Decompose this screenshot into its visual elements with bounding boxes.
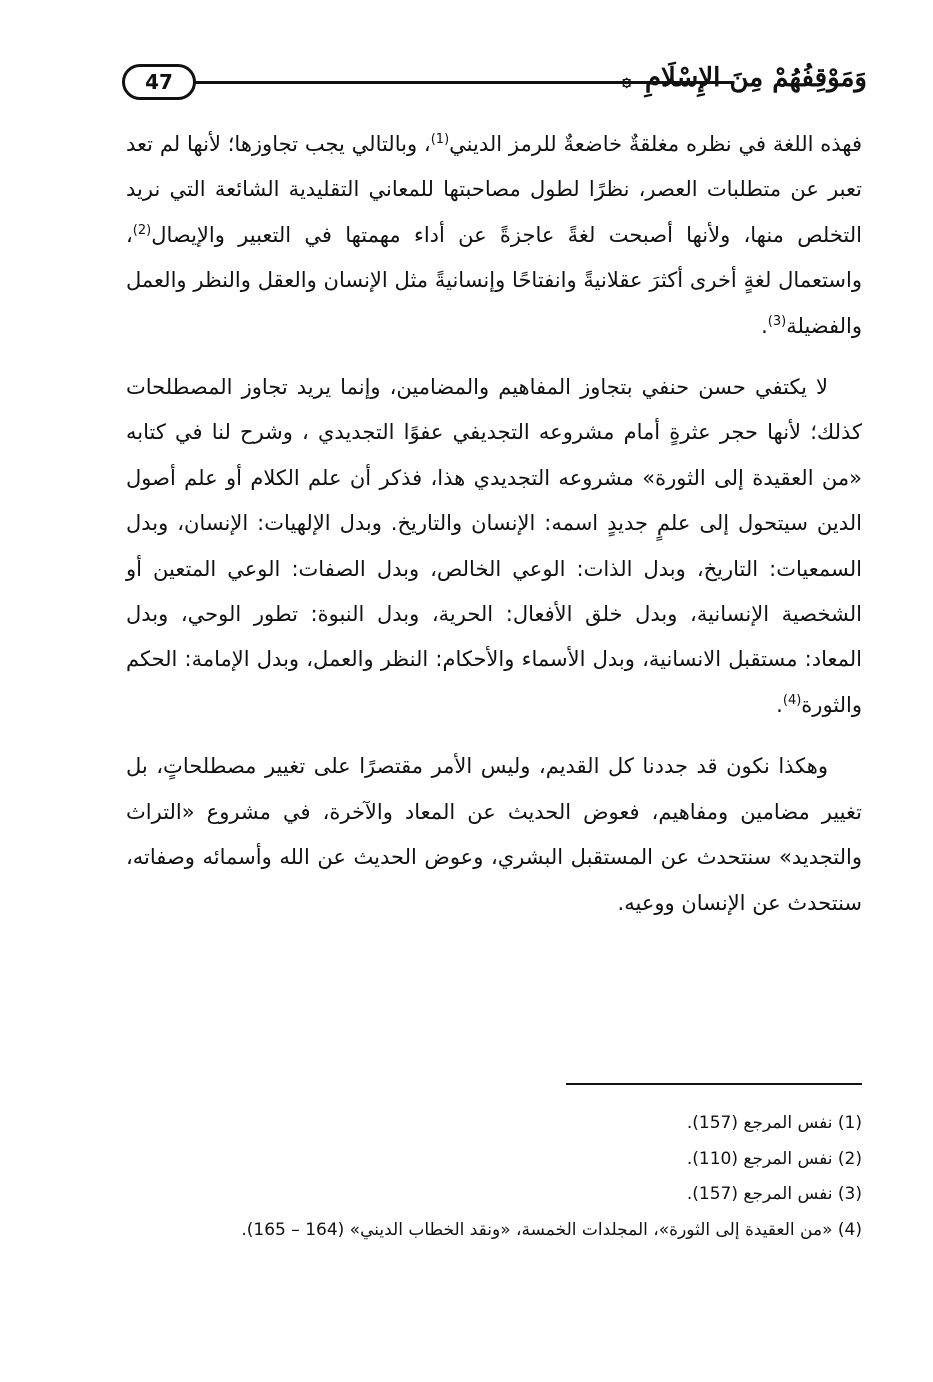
footnote-1: (1) نفس المرجع (157). (686, 1113, 862, 1133)
running-title (621, 58, 867, 101)
paragraph-text: وهكذا نكون قد جددنا كل القديم، وليس الأمر مقتصرًا على تغيير مصطلحاتٍ، بل تغيير مضامين ومفاهيم، فعوض الحديث عن المعاد والآخرة، في مشروع «التراث والتجديد» سنتحدث عن المستقبل البشري، وعوض الحديث عن الله وأسمائه وصفاته، سنتحدث عن الإنسان ووعيه. (126, 754, 862, 915)
footnote-ref: (3) (767, 313, 787, 329)
paragraph-text: . (776, 692, 783, 717)
footnote-3: (3) نفس المرجع (157). (686, 1184, 862, 1204)
paragraph-text: ، وبالتالي يجب تجاوزها؛ لأنها لم تعد تعبر عن متطلبات العصر، نظرًا لطول مصاحبتها للمعاني التقليدية الشائعة التي نريد التخلص منها، ولأنها أصبحت لغةً عاجزةً عن أداء مهمتها في التعبير والإيصال (126, 132, 862, 247)
paragraph-text: لا يكتفي حسن حنفي بتجاوز المفاهيم والمضامين، وإنما يريد تجاوز المصطلحات كذلك؛ لأنها حجر عثرةٍ أمام مشروعه التجديفي عفوًا التجديدي ، وشرح لنا في كتابه «من العقيدة إلى الثورة» مشروعه التجديدي هذا، فذكر أن علم الكلام أو علم أصول الدين سيتحول إلى علمٍ جديدٍ اسمه: الإنسان والتاريخ. وبدل الإلهيات: الإنسان، وبدل السمعيات: التاريخ، وبدل الذات: الوعي الخالص، وبدل الصفات: الوعي المتعين أو الشخصية الإنسانية، وبدل خلق الأفعال: الحرية، وبدل النبوة: تطور الوحي، وبدل المعاد: مستقبل الانسانية، وبدل الأسماء والأحكام: النظر والعمل، وبدل الإمامة: الحكم والثورة (126, 375, 862, 717)
paragraph-text: فهذه اللغة في نظره مغلقةٌ خاضعةٌ للرمز الديني (449, 132, 862, 156)
footnote-2: (2) نفس المرجع (110). (686, 1148, 862, 1169)
footnote-ref: (1) (430, 132, 450, 147)
paragraph-2 (126, 365, 862, 728)
paragraph-1 (126, 122, 862, 349)
footnotes (126, 1106, 862, 1248)
ornament-icon: ۞ (621, 70, 632, 91)
paragraph-text: . (761, 313, 768, 338)
footnote-separator (566, 1083, 862, 1085)
paragraph-text: ، واستعمال لغةٍ أخرى أكثرَ عقلانيةً وانفتاحًا وإنسانيةً مثل الإنسان والعقل والنظر والعمل والفضيلة (126, 222, 862, 338)
paragraph-3 (126, 744, 862, 926)
running-title-text: وَمَوْقِفُهُمْ مِنَ الإِسْلَامِ (644, 63, 867, 93)
footnote-4: (4) «من العقيدة إلى الثورة»، المجلدات الخمسة، «ونقد الخطاب الديني» (164 – 165). (241, 1219, 862, 1240)
footnote-ref: (2) (132, 222, 152, 238)
footnote-ref: (4) (782, 692, 802, 708)
body-text (126, 122, 862, 926)
page-number: 47 (122, 64, 196, 100)
page-header (122, 58, 867, 110)
